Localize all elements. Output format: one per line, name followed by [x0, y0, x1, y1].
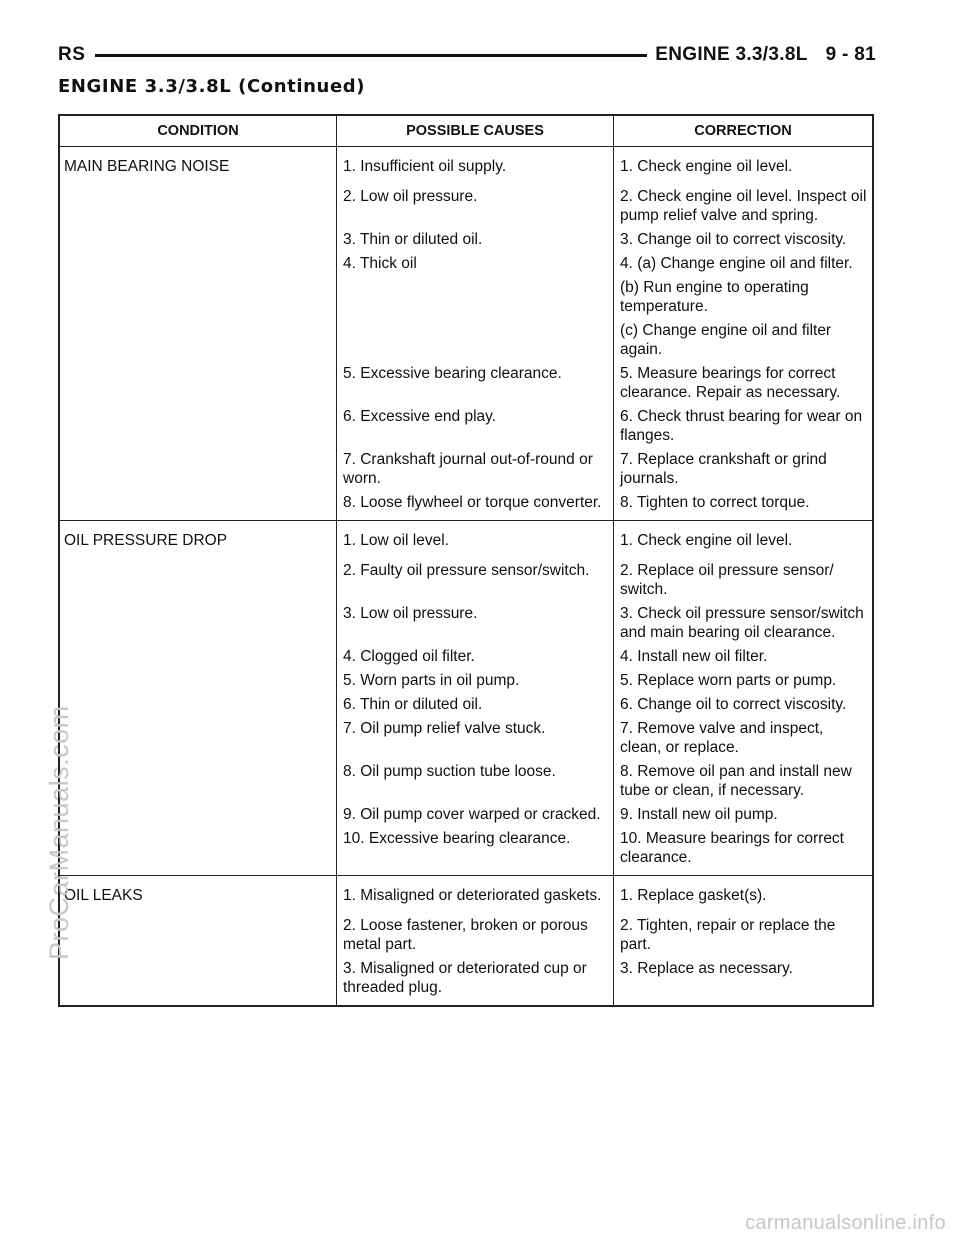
section-title: ENGINE 3.3/3.8L (Continued) — [58, 76, 366, 97]
correction-cell: 2. Tighten, repair or replace the part. — [620, 917, 836, 953]
correction-cell: 6. Check thrust bearing for wear on flanges. — [620, 408, 863, 444]
correction-cell: 6. Change oil to correct viscosity. — [620, 696, 847, 713]
cause-cell: 4. Thick oil — [337, 249, 614, 273]
correction-cell: 9. Install new oil pump. — [620, 806, 778, 823]
table-row — [60, 488, 872, 521]
cause-cell: 5. Excessive bearing clearance. — [337, 359, 614, 402]
condition-cell: OIL LEAKS — [60, 876, 337, 906]
condition-cell-empty — [60, 316, 337, 359]
cause-cell: 7. Oil pump relief valve stuck. — [337, 714, 614, 757]
cause-cell: 1. Misaligned or deteriorated gaskets. — [337, 876, 614, 906]
correction-cell: 2. Check engine oil level. Inspect oil pump relief valve and spring. — [620, 188, 867, 224]
table-row — [60, 359, 872, 402]
cause-cell: 8. Oil pump suction tube loose. — [337, 757, 614, 800]
cause-cell: 6. Thin or diluted oil. — [337, 690, 614, 714]
header-right — [655, 44, 876, 66]
condition-cell-empty — [60, 954, 337, 1005]
correction-cell: 8. Tighten to correct torque. — [620, 494, 810, 511]
cause-cell: 9. Oil pump cover warped or cracked. — [337, 800, 614, 824]
diagnosis-table — [58, 114, 874, 1007]
bottom-watermark: carmanualsonline.info — [745, 1212, 946, 1234]
cause-cell: 10. Excessive bearing clearance. — [337, 824, 614, 876]
condition-cell-empty — [60, 800, 337, 824]
condition-cell-empty — [60, 249, 337, 273]
cause-cell: 1. Low oil level. — [337, 521, 614, 551]
condition-cell-empty — [60, 714, 337, 757]
cause-cell: 2. Loose fastener, broken or porous metal part. — [337, 905, 614, 954]
table-row — [60, 824, 872, 876]
table-row — [60, 402, 872, 445]
column-header-correction: CORRECTION — [614, 116, 873, 147]
table-row — [60, 550, 872, 599]
column-header-condition: CONDITION — [60, 116, 337, 147]
table-row — [60, 316, 872, 359]
correction-cell: 1. Check engine oil level. — [620, 158, 793, 175]
condition-cell-empty — [60, 905, 337, 954]
correction-cell: (c) Change engine oil and filter again. — [620, 322, 832, 358]
cause-cell: 2. Low oil pressure. — [337, 176, 614, 225]
page-number: 9 - 81 — [825, 44, 876, 65]
correction-cell: 2. Replace oil pressure sensor/ switch. — [620, 562, 834, 598]
table-header-row — [60, 116, 872, 147]
condition-cell-empty — [60, 599, 337, 642]
condition-cell-empty — [60, 757, 337, 800]
table-row — [60, 876, 872, 906]
table-row — [60, 642, 872, 666]
correction-cell: 10. Measure bearings for correct clearance. — [620, 830, 844, 866]
table-row — [60, 757, 872, 800]
correction-cell: 5. Replace worn parts or pump. — [620, 672, 837, 689]
cause-cell: 2. Faulty oil pressure sensor/switch. — [337, 550, 614, 599]
condition-cell-empty — [60, 690, 337, 714]
condition-cell-empty — [60, 402, 337, 445]
correction-cell: 4. Install new oil filter. — [620, 648, 768, 665]
cause-cell — [337, 273, 614, 316]
condition-cell-empty — [60, 273, 337, 316]
cause-cell: 3. Low oil pressure. — [337, 599, 614, 642]
cause-cell: 1. Insufficient oil supply. — [337, 147, 614, 177]
cause-cell: 6. Excessive end play. — [337, 402, 614, 445]
table-row — [60, 690, 872, 714]
condition-cell: OIL PRESSURE DROP — [60, 521, 337, 551]
table-row — [60, 445, 872, 488]
correction-cell: 3. Replace as necessary. — [620, 960, 793, 977]
table-row — [60, 273, 872, 316]
cause-cell: 5. Worn parts in oil pump. — [337, 666, 614, 690]
correction-cell: 8. Remove oil pan and install new tube or clean, if necessary. — [620, 763, 852, 799]
table-row — [60, 147, 872, 177]
header-title: ENGINE 3.3/3.8L — [655, 44, 808, 65]
correction-cell: 7. Replace crankshaft or grind journals. — [620, 451, 827, 487]
header-rule — [95, 54, 647, 57]
condition-cell-empty — [60, 824, 337, 876]
condition-cell-empty — [60, 225, 337, 249]
correction-cell: 3. Change oil to correct viscosity. — [620, 231, 847, 248]
table-row — [60, 800, 872, 824]
table-row — [60, 521, 872, 551]
table-row — [60, 905, 872, 954]
cause-cell: 4. Clogged oil filter. — [337, 642, 614, 666]
table-row — [60, 176, 872, 225]
condition-cell-empty — [60, 176, 337, 225]
correction-cell: 1. Check engine oil level. — [614, 521, 873, 551]
condition-cell-empty — [60, 488, 337, 521]
condition-cell-empty — [60, 550, 337, 599]
cause-cell: 3. Thin or diluted oil. — [337, 225, 614, 249]
cause-cell: 7. Crankshaft journal out-of-round or worn. — [337, 445, 614, 488]
cause-cell — [337, 316, 614, 359]
table-row — [60, 666, 872, 690]
correction-cell: 1. Replace gasket(s). — [614, 876, 873, 906]
table-row — [60, 714, 872, 757]
page-header — [58, 40, 876, 70]
table-body — [60, 147, 872, 1006]
condition-cell-empty — [60, 359, 337, 402]
correction-cell: 3. Check oil pressure sensor/switch and main bearing oil clearance. — [620, 605, 864, 641]
table-row — [60, 599, 872, 642]
header-model-code: RS — [58, 44, 86, 65]
cause-cell: 3. Misaligned or deteriorated cup or threaded plug. — [337, 954, 614, 1005]
condition-cell-empty — [60, 445, 337, 488]
cause-cell: 8. Loose flywheel or torque converter. — [337, 488, 614, 521]
correction-cell: 7. Remove valve and inspect, clean, or replace. — [620, 720, 824, 756]
table-row — [60, 954, 872, 1005]
table-row — [60, 225, 872, 249]
column-header-causes: POSSIBLE CAUSES — [337, 116, 614, 147]
table-row — [60, 249, 872, 273]
correction-cell: (b) Run engine to operating temperature. — [620, 279, 809, 315]
side-watermark-text: ProCarManuals.com — [44, 705, 74, 960]
correction-cell: 5. Measure bearings for correct clearance. Repair as necessary. — [620, 365, 841, 401]
condition-cell: MAIN BEARING NOISE — [60, 147, 337, 177]
condition-cell-empty — [60, 666, 337, 690]
correction-cell: 4. (a) Change engine oil and filter. — [620, 255, 853, 272]
condition-cell-empty — [60, 642, 337, 666]
